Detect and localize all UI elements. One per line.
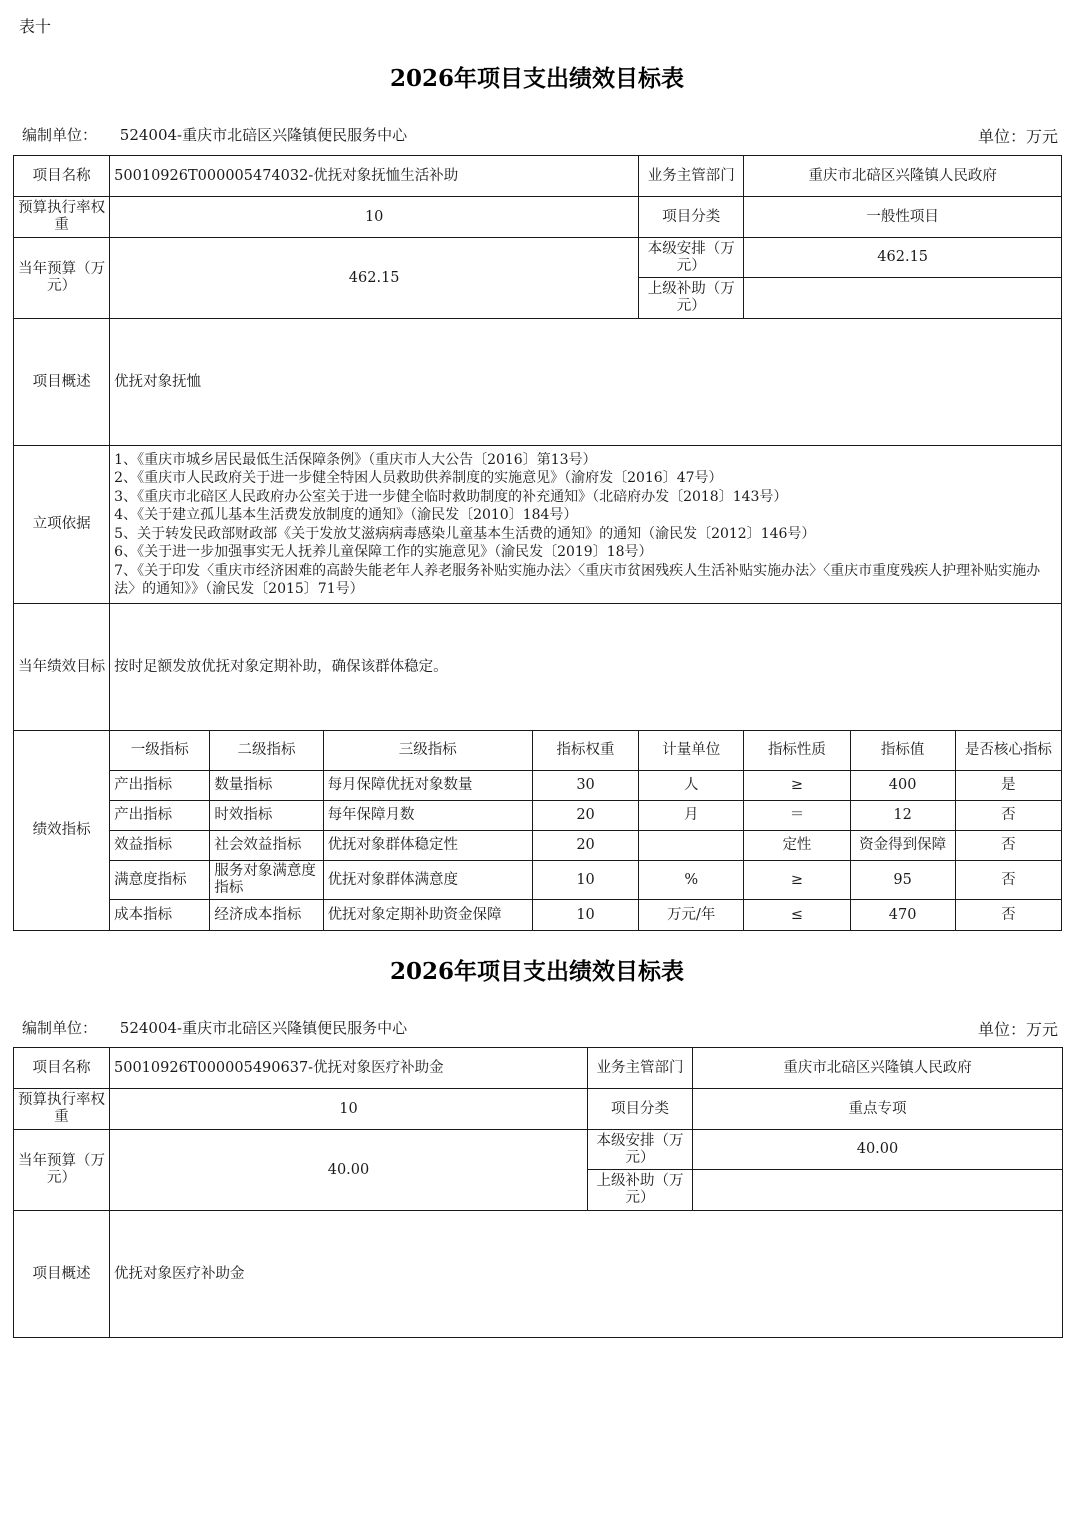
meta-row <box>22 124 1058 147</box>
indicator-core: 否 <box>955 900 1061 931</box>
indicator-unit: 人 <box>639 771 744 801</box>
indicator-nature: ＝ <box>744 801 850 831</box>
indicator-header: 指标值 <box>850 731 955 771</box>
indicator-level1: 产出指标 <box>110 801 210 831</box>
row-basis <box>14 446 1062 604</box>
indicator-core: 否 <box>955 831 1061 861</box>
indicator-unit <box>639 831 744 861</box>
row-overview <box>14 1211 1063 1338</box>
upper-value <box>693 1170 1063 1211</box>
row-budget-local <box>14 238 1062 278</box>
performance-table-2 <box>13 1047 1063 1338</box>
label-budget: 当年预算（万元） <box>14 1130 110 1211</box>
dept-value: 重庆市北碚区兴隆镇人民政府 <box>693 1048 1063 1089</box>
basis-item: 6、《关于进一步加强事实无人抚养儿童保障工作的实施意见》（渝民发〔2019〕18号） <box>114 544 653 560</box>
indicator-weight: 10 <box>532 900 638 931</box>
compiling-unit-label: 编制单位： <box>22 1019 98 1037</box>
row-budget-local <box>14 1130 1063 1170</box>
indicator-level3: 优抚对象群体满意度 <box>323 861 532 900</box>
label-category: 项目分类 <box>588 1089 693 1130</box>
indicator-level2: 经济成本指标 <box>210 900 323 931</box>
compiling-unit-label: 编制单位： <box>22 126 98 144</box>
basis-item: 4、《关于建立孤儿基本生活费发放制度的通知》（渝民发〔2010〕184号） <box>114 507 578 523</box>
indicator-weight: 20 <box>532 831 638 861</box>
indicator-value: 470 <box>850 900 955 931</box>
overview-value: 优抚对象医疗补助金 <box>110 1211 1063 1338</box>
indicator-header: 一级指标 <box>110 731 210 771</box>
indicator-value: 12 <box>850 801 955 831</box>
indicator-level2: 服务对象满意度指标 <box>210 861 323 900</box>
indicator-level1: 产出指标 <box>110 771 210 801</box>
label-project-name: 项目名称 <box>14 156 110 197</box>
basis-item: 2、《重庆市人民政府关于进一步健全特困人员救助供养制度的实施意见》（渝府发〔2016〕47号） <box>114 470 723 486</box>
upper-value <box>744 278 1062 319</box>
row-overview <box>14 319 1062 446</box>
currency-note: 单位：万元 <box>977 1020 1058 1039</box>
basis-list <box>110 446 1062 604</box>
indicator-row <box>14 900 1062 931</box>
indicator-weight: 20 <box>532 801 638 831</box>
indicator-level3: 每月保障优抚对象数量 <box>323 771 532 801</box>
indicator-header: 计量单位 <box>639 731 744 771</box>
compiling-unit <box>22 124 407 147</box>
meta-row <box>22 1017 1058 1040</box>
indicator-level3: 优抚对象定期补助资金保障 <box>323 900 532 931</box>
label-project-name: 项目名称 <box>14 1048 110 1089</box>
indicator-value: 95 <box>850 861 955 900</box>
indicator-header: 指标权重 <box>532 731 638 771</box>
row-goal <box>14 604 1062 731</box>
label-overview: 项目概述 <box>14 319 110 446</box>
indicator-weight: 10 <box>532 861 638 900</box>
label-budget: 当年预算（万元） <box>14 238 110 319</box>
row-exec-weight <box>14 1089 1063 1130</box>
exec-weight-value: 10 <box>110 1089 588 1130</box>
budget-value: 462.15 <box>110 238 639 319</box>
currency-note: 单位：万元 <box>977 127 1058 146</box>
indicator-core: 是 <box>955 771 1061 801</box>
label-local: 本级安排（万元） <box>639 238 744 278</box>
label-exec-weight: 预算执行率权重 <box>14 197 110 238</box>
label-dept: 业务主管部门 <box>588 1048 693 1089</box>
indicator-row <box>14 771 1062 801</box>
basis-item: 3、《重庆市北碚区人民政府办公室关于进一步健全临时救助制度的补充通知》（北碚府办发〔2018〕143号） <box>114 488 788 505</box>
budget-value: 40.00 <box>110 1130 588 1211</box>
goal-value: 按时足额发放优抚对象定期补助，确保该群体稳定。 <box>110 604 1062 731</box>
project-name-value: 50010926T000005474032-优抚对象抚恤生活补助 <box>110 156 639 197</box>
indicator-value: 资金得到保障 <box>850 831 955 861</box>
indicator-header: 是否核心指标 <box>955 731 1061 771</box>
indicator-value: 400 <box>850 771 955 801</box>
table-title: 2026年项目支出绩效目标表 <box>389 65 684 92</box>
project-name-value: 50010926T000005490637-优抚对象医疗补助金 <box>110 1048 588 1089</box>
label-goal: 当年绩效目标 <box>14 604 110 731</box>
label-category: 项目分类 <box>639 197 744 238</box>
label-indicators: 绩效指标 <box>14 731 110 931</box>
indicator-level1: 成本指标 <box>110 900 210 931</box>
indicator-level3: 每年保障月数 <box>323 801 532 831</box>
indicator-level2: 数量指标 <box>210 771 323 801</box>
basis-item: 7、《关于印发〈重庆市经济困难的高龄失能老年人养老服务补贴实施办法〉〈重庆市贫困残疾人生活补贴实施办法〉〈重庆市重度残疾人护理补贴实施办法〉的通知》》（渝民发〔2015〕71号） <box>114 562 1041 597</box>
indicator-nature: ≤ <box>744 900 850 931</box>
category-value: 一般性项目 <box>744 197 1062 238</box>
compiling-unit-value: 524004-重庆市北碚区兴隆镇便民服务中心 <box>119 1019 408 1037</box>
basis-item: 5、关于转发民政部财政部《关于发放艾滋病病毒感染儿童基本生活费的通知》的通知（渝民发〔2012〕146号） <box>114 525 816 542</box>
indicator-core: 否 <box>955 801 1061 831</box>
label-upper: 上级补助（万元） <box>639 278 744 319</box>
indicator-nature: 定性 <box>744 831 850 861</box>
performance-table-1 <box>13 155 1062 931</box>
indicator-weight: 30 <box>532 771 638 801</box>
label-dept: 业务主管部门 <box>639 156 744 197</box>
indicator-header: 指标性质 <box>744 731 850 771</box>
indicator-header-row <box>14 731 1062 771</box>
page-label: 表十 <box>19 17 52 36</box>
label-overview: 项目概述 <box>14 1211 110 1338</box>
exec-weight-value: 10 <box>110 197 639 238</box>
indicator-unit: % <box>639 861 744 900</box>
indicator-nature: ≥ <box>744 771 850 801</box>
category-value: 重点专项 <box>693 1089 1063 1130</box>
compiling-unit <box>22 1017 407 1040</box>
label-basis: 立项依据 <box>14 446 110 604</box>
indicator-header: 二级指标 <box>210 731 323 771</box>
row-project-name <box>14 156 1062 197</box>
indicator-row <box>14 861 1062 900</box>
row-exec-weight <box>14 197 1062 238</box>
indicator-level1: 效益指标 <box>110 831 210 861</box>
label-local: 本级安排（万元） <box>588 1130 693 1170</box>
indicator-nature: ≥ <box>744 861 850 900</box>
indicator-unit: 万元/年 <box>639 900 744 931</box>
indicator-core: 否 <box>955 861 1061 900</box>
indicator-level3: 优抚对象群体稳定性 <box>323 831 532 861</box>
indicator-level2: 社会效益指标 <box>210 831 323 861</box>
overview-value: 优抚对象抚恤 <box>110 319 1062 446</box>
indicator-unit: 月 <box>639 801 744 831</box>
local-value: 40.00 <box>693 1130 1063 1170</box>
table-title: 2026年项目支出绩效目标表 <box>389 958 684 985</box>
indicator-level2: 时效指标 <box>210 801 323 831</box>
indicator-row <box>14 831 1062 861</box>
indicator-row <box>14 801 1062 831</box>
indicator-level1: 满意度指标 <box>110 861 210 900</box>
compiling-unit-value: 524004-重庆市北碚区兴隆镇便民服务中心 <box>119 126 408 144</box>
indicator-header: 三级指标 <box>323 731 532 771</box>
basis-item: 1、《重庆市城乡居民最低生活保障条例》（重庆市人大公告〔2016〕第13号） <box>114 451 597 468</box>
dept-value: 重庆市北碚区兴隆镇人民政府 <box>744 156 1062 197</box>
local-value: 462.15 <box>744 238 1062 278</box>
label-upper: 上级补助（万元） <box>588 1170 693 1211</box>
label-exec-weight: 预算执行率权重 <box>14 1089 110 1130</box>
row-project-name <box>14 1048 1063 1089</box>
